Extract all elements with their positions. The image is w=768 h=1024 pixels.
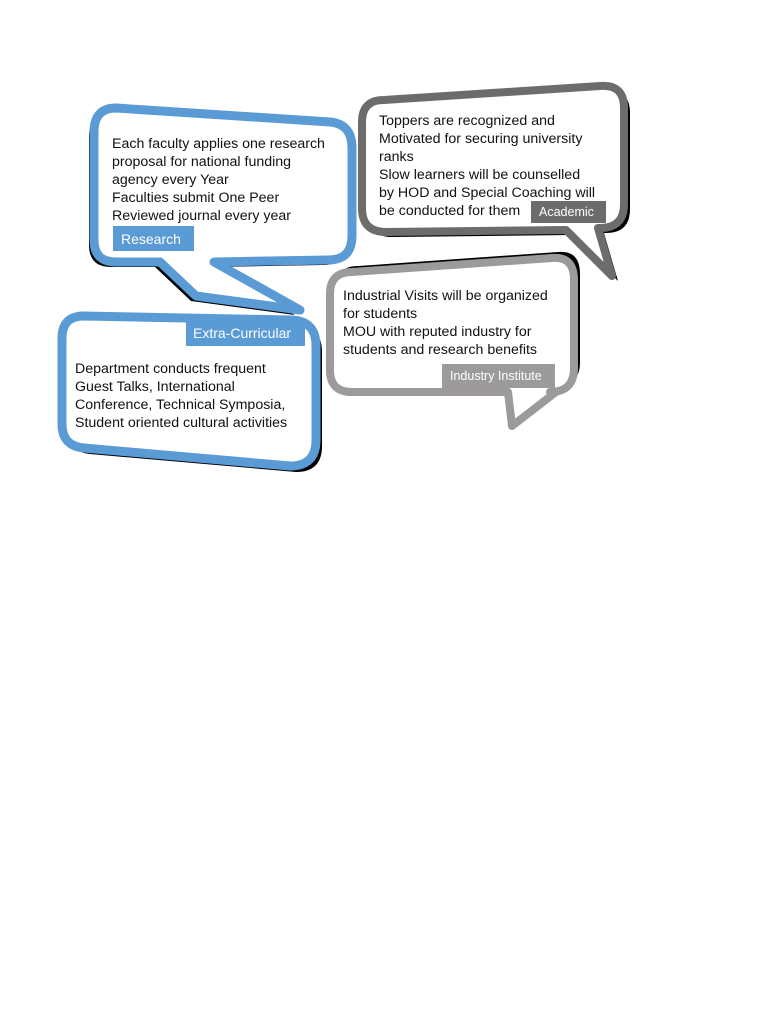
academic-tag: Academic: [531, 201, 606, 223]
academic-line: ranks: [379, 149, 414, 165]
industry-text: [343, 287, 548, 359]
research-line: Each faculty applies one research: [112, 136, 325, 152]
extra-curricular-text: [75, 360, 287, 432]
industry-line: Industrial Visits will be organized: [343, 288, 548, 304]
research-line: Faculties submit One Peer: [112, 190, 280, 206]
research-line: proposal for national funding: [112, 154, 292, 170]
research-line: agency every Year: [112, 172, 229, 188]
research-line: Reviewed journal every year: [112, 208, 292, 224]
extra-curricular-line: Conference, Technical Symposia,: [75, 397, 286, 413]
extra-curricular-line: Student oriented cultural activities: [75, 415, 288, 431]
industry-tag: Industry Institute: [442, 364, 555, 388]
research-tag: Research: [113, 226, 194, 251]
industry-line: students and research benefits: [343, 342, 538, 358]
industry-line: for students: [343, 306, 418, 322]
academic-line: Motivated for securing university: [379, 131, 583, 147]
research-text: [112, 135, 325, 225]
industry-line: MOU with reputed industry for: [343, 324, 532, 340]
academic-line: be conducted for them: [379, 203, 521, 219]
extra-curricular-line: Guest Talks, International: [75, 379, 235, 395]
academic-line: by HOD and Special Coaching will: [379, 185, 596, 201]
extra-curricular-tag: Extra-Curricular: [186, 320, 305, 346]
academic-line: Slow learners will be counselled: [379, 167, 581, 183]
academic-line: Toppers are recognized and: [379, 113, 555, 129]
extra-curricular-line: Department conducts frequent: [75, 361, 266, 377]
